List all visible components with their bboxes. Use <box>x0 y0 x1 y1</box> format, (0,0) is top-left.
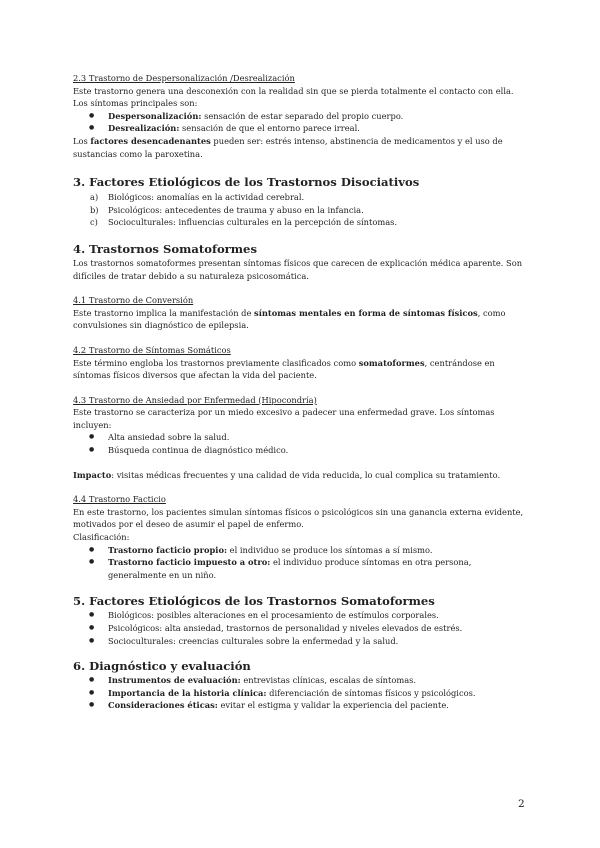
subsection-4-1-title: 4.1 Trastorno de Conversión <box>73 295 194 306</box>
document-page <box>73 72 528 712</box>
lettered-list <box>73 191 528 229</box>
bullet-list <box>73 544 528 582</box>
paragraph: Este trastorno implica la manifestación de síntomas mentales en forma de síntomas físicos, como convulsiones sin diagnóstico de epilepsia. <box>73 307 506 331</box>
paragraph: Los trastornos somatoformes presentan síntomas físicos que carecen de explicación médica aparente. Son difíciles de tratar debido a su naturaleza psicosomática. <box>73 257 523 281</box>
list-item: ● Alta ansiedad sobre la salud. <box>73 431 528 444</box>
section-6-heading: 6. Diagnóstico y evaluación <box>73 659 251 674</box>
list-item: ● Instrumentos de evaluación: entrevistas clínicas, escalas de síntomas. <box>73 674 528 687</box>
section-5-heading: 5. Factores Etiológicos de los Trastornos Somatoformes <box>73 594 435 609</box>
paragraph: En este trastorno, los pacientes simulan síntomas físicos o psicológicos sin una ganancia externa evidente, motivados por el deseo de asumir el papel de enfermo. <box>73 506 524 530</box>
list-item: a) Biológicos: anomalías en la actividad cerebral. <box>90 192 305 203</box>
paragraph: Los síntomas principales son: <box>73 98 198 109</box>
list-item: c) Socioculturales: influencias culturales en la percepción de síntomas. <box>90 217 398 228</box>
subsection-2-3-title: 2.3 Trastorno de Despersonalización /Desrealización <box>73 73 295 83</box>
subsection-4-4-title: 4.4 Trastorno Facticio <box>73 494 166 505</box>
bullet-list <box>73 110 528 135</box>
page-number: 2 <box>518 798 525 810</box>
list-item: ● Consideraciones éticas: evitar el estigma y validar la experiencia del paciente. <box>73 699 528 712</box>
bullet-list <box>73 674 528 712</box>
paragraph: Los factores desencadenantes pueden ser: estrés intenso, abstinencia de medicamentos y el uso de sustancias como la paroxetina. <box>73 135 503 159</box>
paragraph: Este término engloba los trastornos previamente clasificados como somatoformes, centrándose en síntomas físicos diversos que afectan la vida del paciente. <box>73 357 495 381</box>
list-item: ● Importancia de la historia clínica: diferenciación de síntomas físicos y psicológicos. <box>73 687 528 700</box>
section-3-heading: 3. Factores Etiológicos de los Trastornos Disociativos <box>73 175 420 190</box>
subsection-4-2-title: 4.2 Trastorno de Síntomas Somáticos <box>73 344 231 355</box>
paragraph: Este trastorno se caracteriza por un miedo excesivo a padecer una enfermedad grave. Los síntomas incluyen: <box>73 407 495 430</box>
list-item: ● Búsqueda continua de diagnóstico médico. <box>73 444 528 457</box>
paragraph: Clasificación: <box>73 532 130 543</box>
bullet-list <box>73 609 528 647</box>
list-item: b) Psicológicos: antecedentes de trauma y abuso en la infancia. <box>90 204 364 215</box>
subsection-4-3-title: 4.3 Trastorno de Ansiedad por Enfermedad (Hipocondría) <box>73 394 317 405</box>
list-item: ● Socioculturales: creencias culturales sobre la enfermedad y la salud. <box>73 635 528 648</box>
list-item: ● Desrealización: sensación de que el entorno parece irreal. <box>73 122 528 135</box>
list-item: ● Despersonalización: sensación de estar separado del propio cuerpo. <box>73 110 528 123</box>
paragraph: Este trastorno genera una desconexión con la realidad sin que se pierda totalmente el contacto con ella. <box>73 85 514 96</box>
list-item: ● Psicológicos: alta ansiedad, trastornos de personalidad y niveles elevados de estrés. <box>73 622 528 635</box>
list-item: ● Trastorno facticio impuesto a otro: el individuo produce síntomas en otra persona, generalmente en un niño. <box>73 556 528 581</box>
bullet-list <box>73 431 528 456</box>
paragraph: Impacto: visitas médicas frecuentes y una calidad de vida reducida, lo cual complica su tratamiento. <box>73 469 501 480</box>
section-4-heading: 4. Trastornos Somatoformes <box>73 241 257 256</box>
list-item: ● Biológicos: posibles alteraciones en el procesamiento de estímulos corporales. <box>73 609 528 622</box>
list-item: ● Trastorno facticio propio: el individuo se produce los síntomas a sí mismo. <box>73 544 528 557</box>
